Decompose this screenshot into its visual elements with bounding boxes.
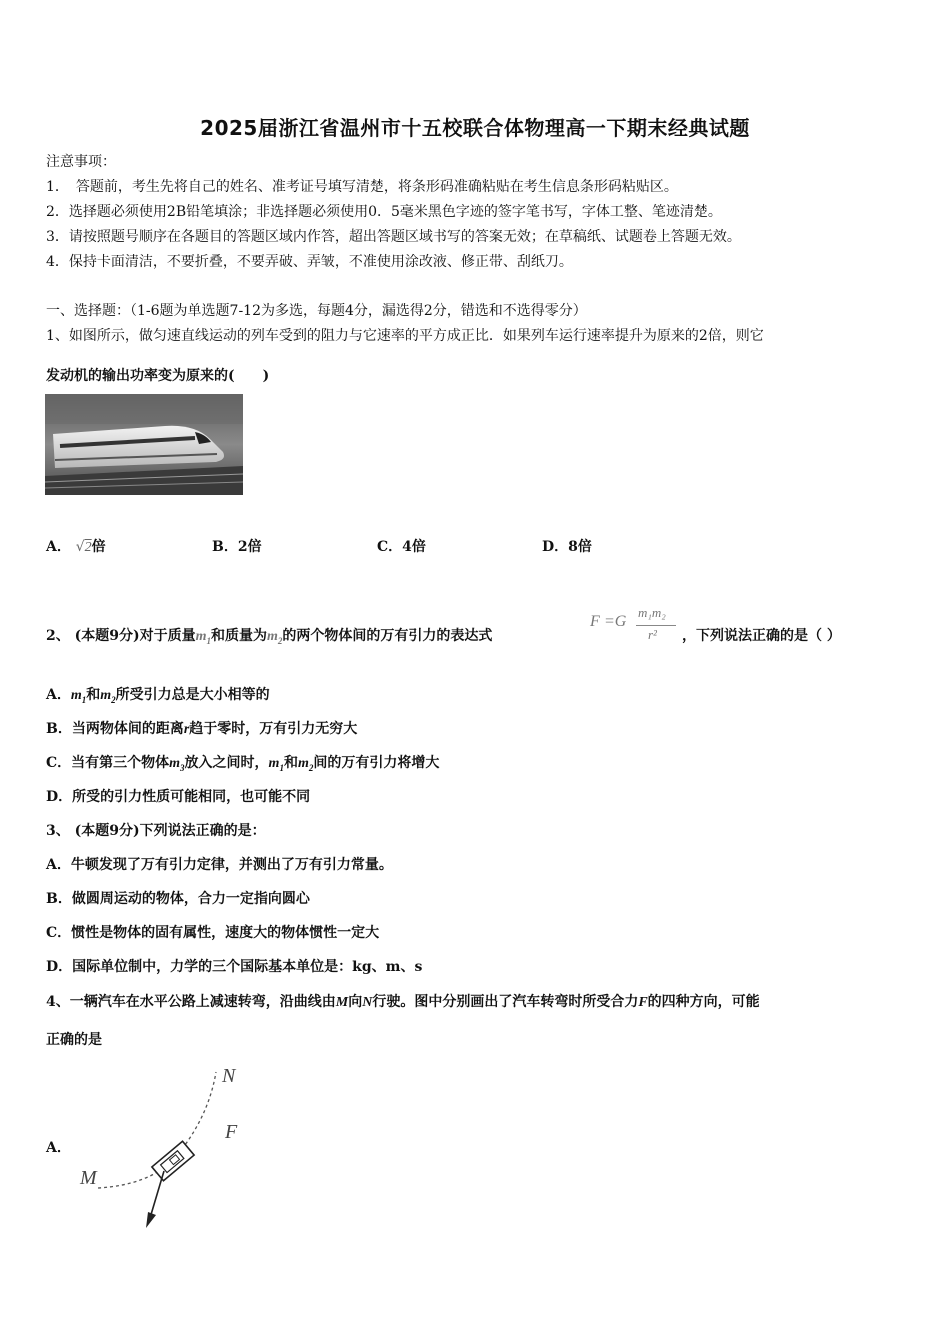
q2-stem: 2、 (本题9分)对于质量$m_1$和质量为$m_2$的两个物体间的万有引力的表达式 (46, 628, 493, 646)
q4-stem-line1: 4、一辆汽车在水平公路上减速转弯，沿曲线由M向N行驶。图中分别画出了汽车转弯时所受合力F的四种方向，可能 (46, 994, 760, 1010)
label-n: N (222, 1065, 236, 1087)
q1-option-d[interactable]: D．8倍 (542, 539, 592, 555)
force-arrow (150, 1171, 164, 1218)
q3-option-c[interactable]: C．惯性是物体的固有属性，速度大的物体惯性一定大 (46, 925, 380, 941)
car-icon (152, 1141, 194, 1181)
sqrt-symbol: √2 (75, 539, 92, 555)
label-f: F (225, 1121, 238, 1143)
q2-stem-end: ，下列说法正确的是（ ） (682, 628, 841, 644)
section-heading: 一、选择题：（1-6题为单选题7-12为多选，每题4分，漏选得2分，错选和不选得零分） (46, 303, 587, 319)
car-turn-diagram (78, 1060, 258, 1240)
note-item: 3．请按照题号顺序在各题目的答题区域内作答，超出答题区域书写的答案无效；在草稿纸、试题卷上答题无效。 (46, 229, 741, 245)
notes-heading: 注意事项： (46, 154, 116, 170)
gravitation-formula: F =G m₁m₂ r² (588, 605, 683, 649)
q1-option-c[interactable]: C．4倍 (377, 539, 426, 555)
option-a-label: A． (46, 539, 71, 555)
m2-symbol: m (267, 629, 278, 644)
note-item: 2．选择题必须使用2B铅笔填涂；非选择题必须使用0．5毫米黑色字迹的签字笔书写，字体工整、笔迹清楚。 (46, 204, 722, 220)
label-m: M (80, 1167, 97, 1189)
q3-option-a[interactable]: A．牛顿发现了万有引力定律，并测出了万有引力常量。 (46, 857, 393, 873)
note-item: 4．保持卡面清洁，不要折叠，不要弄破、弄皱，不准使用涂改液、修正带、刮纸刀。 (46, 254, 573, 270)
page-title: 2025届浙江省温州市十五校联合体物理高一下期末经典试题 (200, 116, 750, 140)
q2-option-c[interactable]: C．当有第三个物体$m_3$放入之间时，$m_1$和$m_2$间的万有引力将增大 (46, 755, 440, 773)
q1-option-b[interactable]: B．2倍 (212, 539, 262, 555)
train-photo (45, 394, 243, 495)
q1-stem-line2: 发动机的输出功率变为原来的( ) (46, 368, 270, 384)
q3-option-d[interactable]: D．国际单位制中，力学的三个国际基本单位是：kg、m、s (46, 959, 423, 975)
q2-option-d[interactable]: D．所受的引力性质可能相同，也可能不同 (46, 789, 311, 805)
q4-stem-line2: 正确的是 (46, 1032, 102, 1048)
q2-option-b[interactable]: B．当两物体间的距离r趋于零时，万有引力无穷大 (46, 721, 358, 737)
q1-stem-line1: 1、如图所示，做匀速直线运动的列车受到的阻力与它速率的平方成正比．如果列车运行速率提升为原来的2倍，则它 (46, 328, 764, 344)
q2-option-a[interactable]: A．$m_1$和$m_2$所受引力总是大小相等的 (46, 687, 270, 705)
q3-option-b[interactable]: B．做圆周运动的物体，合力一定指向圆心 (46, 891, 310, 907)
q4-option-a-label[interactable]: A． (46, 1140, 71, 1156)
force-arrowhead (146, 1212, 156, 1228)
m1-symbol: m (195, 629, 207, 644)
q3-stem: 3、 (本题9分)下列说法正确的是： (46, 823, 266, 839)
q1-option-a[interactable]: A． √2倍 (46, 539, 106, 555)
note-item: 1． 答题前，考生先将自己的姓名、准考证号填写清楚，将条形码准确粘贴在考生信息条形码粘贴区。 (46, 179, 678, 195)
